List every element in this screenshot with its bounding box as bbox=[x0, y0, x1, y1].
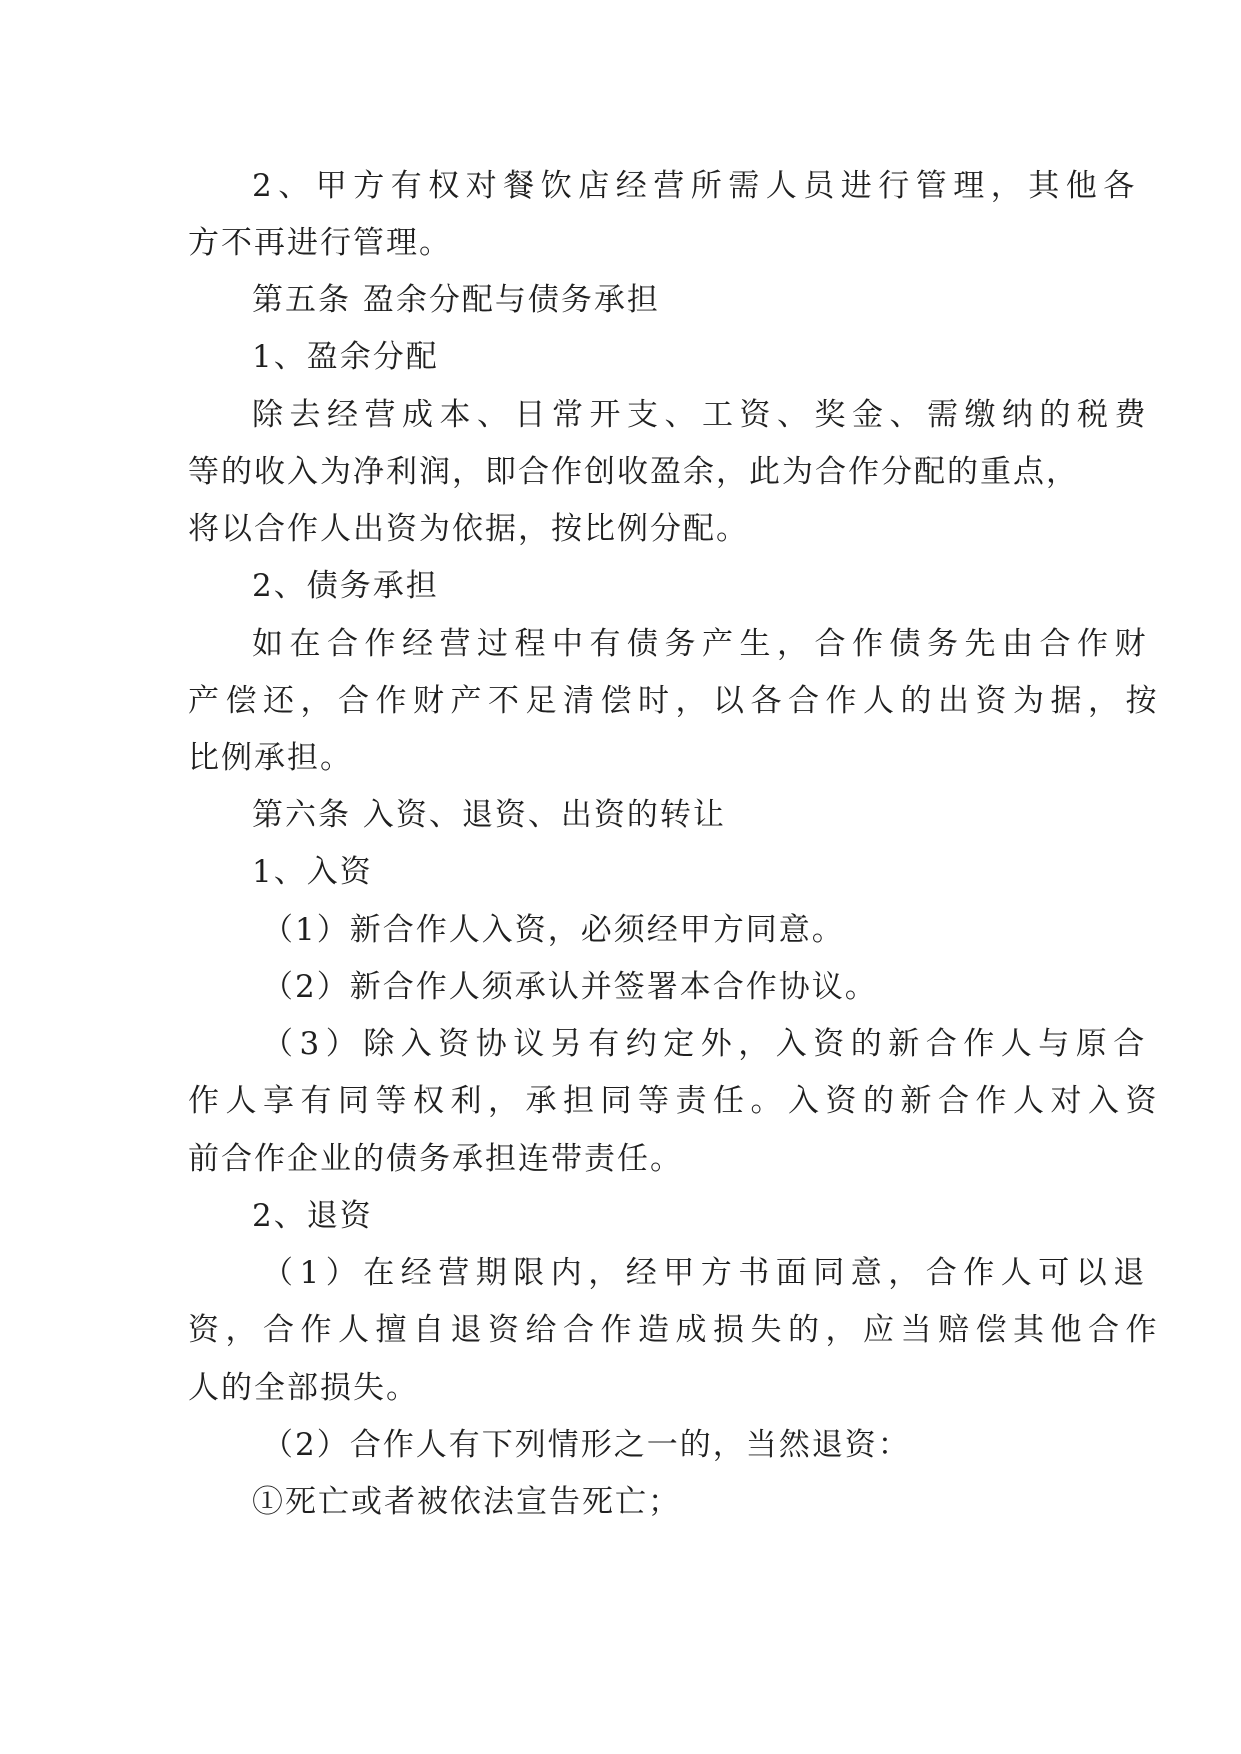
list-item: ①死亡或者被依法宣告死亡； bbox=[252, 1484, 681, 1520]
list-item: （3）除入资协议另有约定外，入资的新合作人与原合 bbox=[262, 1026, 1151, 1062]
subsection-heading: 1、盈余分配 bbox=[252, 339, 439, 375]
list-item: （2）合作人有下列情形之一的，当然退资： bbox=[262, 1427, 911, 1463]
paragraph-line: 如在合作经营过程中有债务产生，合作债务先由合作财 bbox=[252, 626, 1152, 662]
section-heading: 第六条 入资、退资、出资的转让 bbox=[252, 797, 726, 833]
subsection-heading: 2、债务承担 bbox=[252, 568, 439, 604]
subsection-heading: 1、入资 bbox=[252, 854, 373, 890]
paragraph-line: 将以合作人出资为依据，按比例分配。 bbox=[188, 511, 749, 547]
paragraph-line: 前合作企业的债务承担连带责任。 bbox=[188, 1141, 683, 1177]
paragraph-line: 资，合作人擅自退资给合作造成损失的，应当赔偿其他合作 bbox=[188, 1312, 1163, 1348]
list-item: （2）新合作人须承认并签署本合作协议。 bbox=[262, 969, 878, 1005]
paragraph-line: 比例承担。 bbox=[188, 740, 353, 776]
paragraph-line: 等的收入为净利润，即合作创收盈余，此为合作分配的重点， bbox=[188, 454, 1079, 490]
paragraph-line: 方不再进行管理。 bbox=[188, 225, 452, 261]
subsection-heading: 2、退资 bbox=[252, 1198, 373, 1234]
list-item: （1）在经营期限内，经甲方书面同意，合作人可以退 bbox=[262, 1255, 1151, 1291]
section-heading: 第五条 盈余分配与债务承担 bbox=[252, 282, 660, 318]
paragraph-line: 作人享有同等权利，承担同等责任。入资的新合作人对入资 bbox=[188, 1083, 1163, 1119]
paragraph-line: 产偿还，合作财产不足清偿时，以各合作人的出资为据，按 bbox=[188, 683, 1163, 719]
list-item: （1）新合作人入资，必须经甲方同意。 bbox=[262, 912, 845, 948]
paragraph-line: 除去经营成本、日常开支、工资、奖金、需缴纳的税费 bbox=[252, 397, 1152, 433]
paragraph-line: 2、甲方有权对餐饮店经营所需人员进行管理，其他各 bbox=[252, 168, 1141, 204]
paragraph-line: 人的全部损失。 bbox=[188, 1370, 419, 1406]
